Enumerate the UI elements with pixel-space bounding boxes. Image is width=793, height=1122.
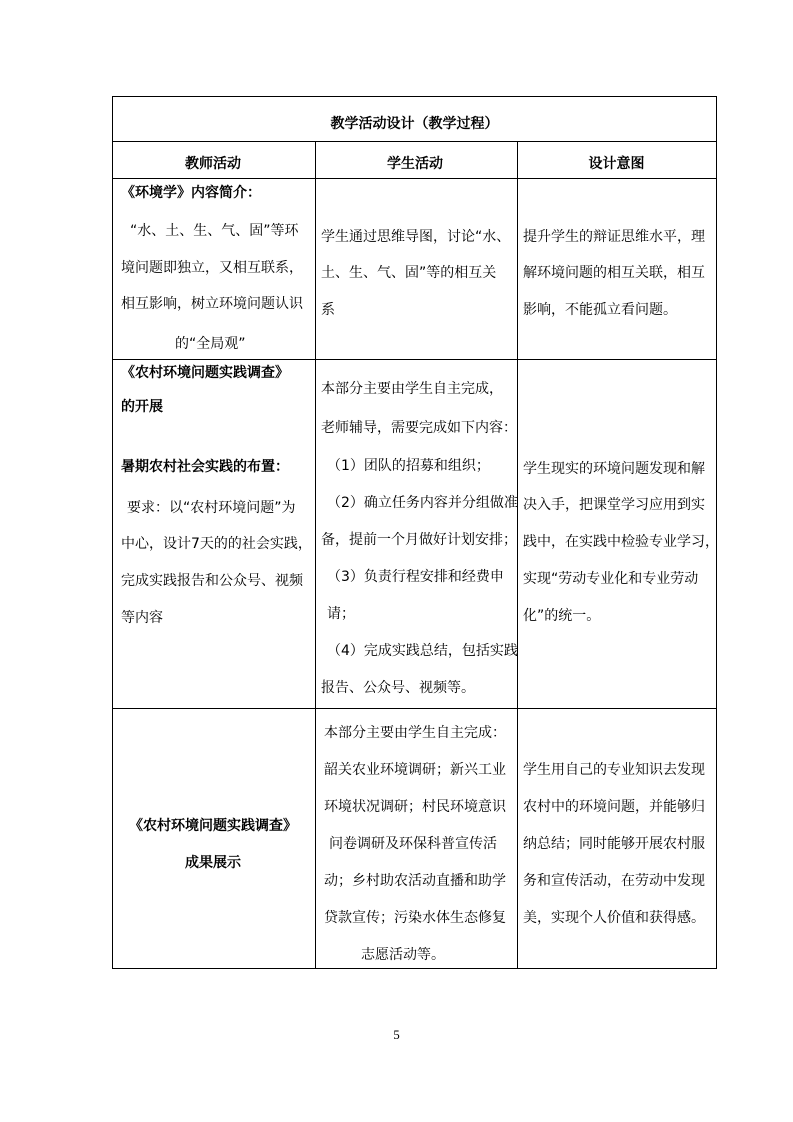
- table-divider: [517, 141, 518, 968]
- cell-line: 决入手，把课堂学习应用到实: [523, 497, 705, 513]
- cell-line: 影响，不能孤立看问题。: [523, 302, 677, 318]
- cell-line: 贷款宣传；污染水体生态修复: [324, 910, 506, 926]
- cell-line: 本部分主要由学生自主完成，: [321, 381, 503, 397]
- cell-line: “水、土、生、气、固”等环: [130, 223, 299, 239]
- cell-line: （4）完成实践总结，包括实践: [327, 643, 518, 659]
- cell-line: 相互影响，树立环境问题认识: [121, 296, 303, 312]
- cell-line: 报告、公众号、视频等。: [321, 680, 475, 696]
- cell-line: 学生现实的环境问题发现和解: [523, 461, 705, 477]
- row-heading: 《环境学》内容简介：: [121, 185, 261, 201]
- cell-line: 老师辅导，需要完成如下内容：: [321, 420, 517, 436]
- cell-line: 备，提前一个月做好计划安排；: [321, 532, 517, 548]
- row-heading: 暑期农村社会实践的布置：: [121, 459, 289, 475]
- cell-line: 境问题即独立，又相互联系，: [121, 260, 303, 276]
- cell-line: 问卷调研及环保科普宣传活: [329, 836, 497, 852]
- cell-line: 化”的统一。: [523, 608, 601, 624]
- cell-line: 要求：以“农村环境问题”为: [127, 500, 296, 516]
- cell-line: 美，实现个人价值和获得感。: [523, 910, 705, 926]
- cell-line: 系: [321, 302, 335, 318]
- row-heading: 《农村环境问题实践调查》: [129, 818, 297, 834]
- cell-line: 中心，设计7天的的社会实践，: [121, 536, 312, 552]
- row-heading: 《农村环境问题实践调查》: [121, 365, 289, 381]
- cell-line: 土、生、气、固”等的相互关: [321, 265, 497, 281]
- cell-line: 学生通过思维导图，讨论“水、: [321, 229, 511, 245]
- cell-line: 践中，在实践中检验专业学习，: [523, 534, 719, 550]
- cell-line: 动；乡村助农活动直播和助学: [324, 873, 506, 889]
- cell-line: 请；: [327, 606, 355, 622]
- column-header: 教师活动: [185, 156, 241, 172]
- cell-line: 提升学生的辩证思维水平，理: [523, 229, 705, 245]
- cell-line: 农村中的环境问题，并能够归: [523, 799, 705, 815]
- cell-line: 实现“劳动专业化和专业劳动: [523, 571, 699, 587]
- table-title: 教学活动设计（教学过程）: [330, 116, 499, 132]
- cell-line: 解环境问题的相互关联，相互: [523, 265, 705, 281]
- cell-line: 纳总结；同时能够开展农村服: [523, 836, 705, 852]
- column-header: 设计意图: [588, 156, 645, 172]
- cell-line: 本部分主要由学生自主完成：: [324, 725, 506, 741]
- cell-line: （3）负责行程安排和经费申: [327, 569, 504, 585]
- cell-line: 的“全局观”: [175, 336, 246, 352]
- row-heading: 成果展示: [185, 855, 241, 871]
- cell-line: 务和宣传活动，在劳动中发现: [523, 873, 705, 889]
- cell-line: 志愿活动等。: [361, 947, 445, 963]
- cell-line: 完成实践报告和公众号、视频: [121, 573, 303, 589]
- table-divider: [113, 708, 716, 709]
- cell-line: 韶关农业环境调研；新兴工业: [324, 762, 506, 778]
- cell-line: （1）团队的招募和组织；: [327, 458, 490, 474]
- cell-line: 学生用自己的专业知识去发现: [523, 762, 705, 778]
- column-header: 学生活动: [387, 156, 443, 172]
- row-heading: 的开展: [121, 399, 163, 415]
- cell-line: 等内容: [121, 610, 163, 626]
- page-number: 5: [393, 1027, 400, 1042]
- cell-line: 环境状况调研；村民环境意识: [324, 799, 506, 815]
- table-divider: [315, 141, 316, 968]
- cell-line: （2）确立任务内容并分组做准: [327, 495, 518, 511]
